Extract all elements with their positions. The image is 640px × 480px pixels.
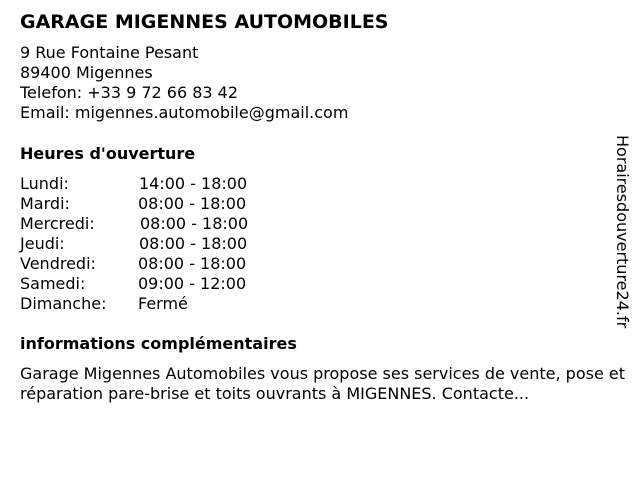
hours-row-sunday xyxy=(20,294,320,314)
hours-day: Lundi: xyxy=(20,174,69,193)
hours-time: 08:00 - 18:00 xyxy=(140,214,249,233)
hours-heading: Heures d'ouverture xyxy=(20,144,196,163)
contact-block xyxy=(20,43,348,123)
hours-row-saturday xyxy=(20,274,320,294)
hours-time: 08:00 - 18:00 xyxy=(138,254,247,273)
hours-day: Mercredi: xyxy=(20,214,95,233)
hours-table xyxy=(20,174,320,314)
phone-line: Telefon: +33 9 72 66 83 42 xyxy=(20,83,239,102)
hours-time: 09:00 - 12:00 xyxy=(138,274,247,293)
page-title: GARAGE MIGENNES AUTOMOBILES xyxy=(20,11,389,33)
email-line: Email: migennes.automobile@gmail.com xyxy=(20,103,349,122)
hours-day: Jeudi: xyxy=(20,234,65,253)
hours-time: 14:00 - 18:00 xyxy=(139,174,248,193)
hours-day: Samedi: xyxy=(20,274,86,293)
description-text: Garage Migennes Automobiles vous propose ses services de vente, pose et réparation pare-brise et toits ouvrants à MIGENNES. Contacte... xyxy=(20,364,625,403)
hours-row-monday xyxy=(20,174,320,194)
address-street: 9 Rue Fontaine Pesant xyxy=(20,43,199,62)
hours-time: 08:00 - 18:00 xyxy=(138,194,247,213)
hours-row-friday xyxy=(20,254,320,274)
hours-row-wednesday xyxy=(20,214,320,234)
address-city: 89400 Migennes xyxy=(20,63,153,82)
hours-row-thursday xyxy=(20,234,320,254)
hours-day: Vendredi: xyxy=(20,254,96,273)
site-watermark: Horairesdouverture24.fr xyxy=(613,135,632,329)
hours-time: Fermé xyxy=(138,294,188,313)
hours-time: 08:00 - 18:00 xyxy=(139,234,248,253)
hours-row-tuesday xyxy=(20,194,320,214)
info-heading: informations complémentaires xyxy=(20,334,297,353)
hours-day: Dimanche: xyxy=(20,294,107,313)
hours-day: Mardi: xyxy=(20,194,70,213)
